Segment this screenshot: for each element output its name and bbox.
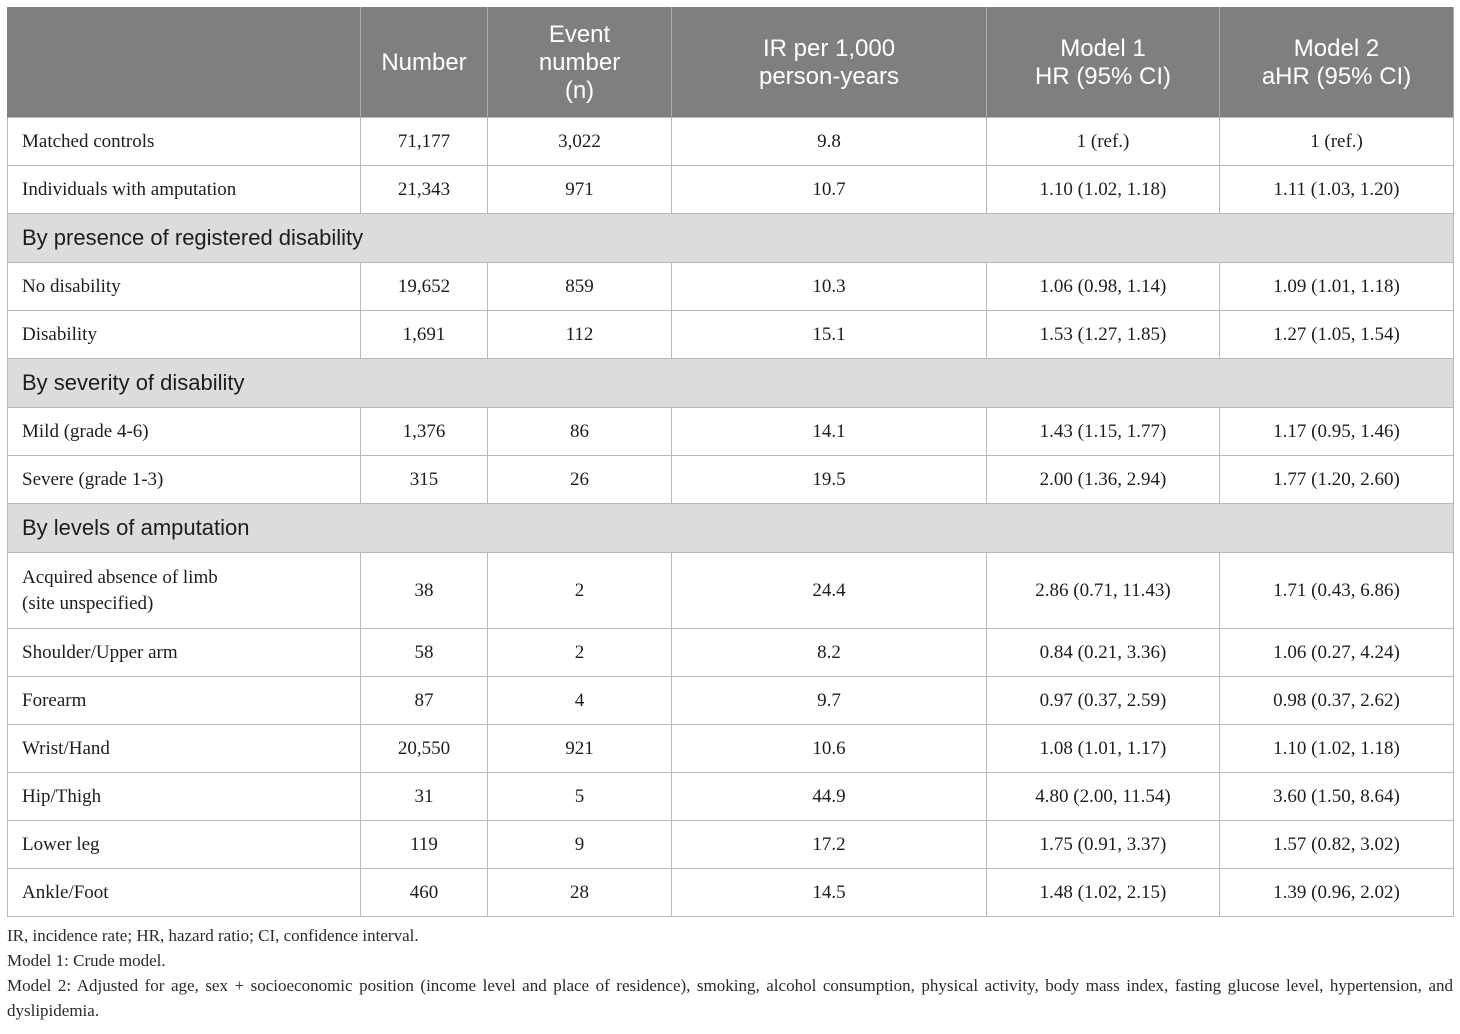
cell-model2: 3.60 (1.50, 8.64)	[1220, 773, 1454, 821]
table-row	[8, 821, 1454, 869]
cell-model2: 1.09 (1.01, 1.18)	[1220, 263, 1454, 311]
header-model-2: Model 2 aHR (95% CI)	[1220, 8, 1454, 118]
cell-events: 5	[488, 773, 672, 821]
section-header-row	[8, 504, 1454, 553]
cell-events: 2	[488, 629, 672, 677]
cell-model1: 1.48 (1.02, 2.15)	[987, 869, 1220, 917]
cell-events: 9	[488, 821, 672, 869]
row-label: Matched controls	[8, 118, 361, 166]
row-label: Hip/Thigh	[8, 773, 361, 821]
cell-ir: 10.3	[672, 263, 987, 311]
cell-ir: 10.7	[672, 166, 987, 214]
cell-model2: 1.27 (1.05, 1.54)	[1220, 311, 1454, 359]
cell-model1: 4.80 (2.00, 11.54)	[987, 773, 1220, 821]
table-header-row	[8, 8, 1454, 118]
row-label: Ankle/Foot	[8, 869, 361, 917]
cell-model2: 1.17 (0.95, 1.46)	[1220, 408, 1454, 456]
table-row	[8, 118, 1454, 166]
results-table-figure	[7, 7, 1453, 1023]
cell-events: 4	[488, 677, 672, 725]
row-label: Forearm	[8, 677, 361, 725]
header-incidence-rate: IR per 1,000 person-years	[672, 8, 987, 118]
row-label: Acquired absence of limb (site unspecified)	[8, 553, 361, 629]
cell-events: 2	[488, 553, 672, 629]
header-model-1: Model 1 HR (95% CI)	[987, 8, 1220, 118]
table-row	[8, 263, 1454, 311]
table-row	[8, 311, 1454, 359]
cell-model1: 0.84 (0.21, 3.36)	[987, 629, 1220, 677]
cell-events: 859	[488, 263, 672, 311]
header-number: Number	[361, 8, 488, 118]
cell-ir: 15.1	[672, 311, 987, 359]
table-row	[8, 677, 1454, 725]
cell-model1: 2.86 (0.71, 11.43)	[987, 553, 1220, 629]
footnote-model-1: Model 1: Crude model.	[7, 951, 166, 970]
cell-number: 21,343	[361, 166, 488, 214]
header-event-number: Event number (n)	[488, 8, 672, 118]
section-title-levels: By levels of amputation	[8, 504, 1454, 553]
cell-model1: 1.43 (1.15, 1.77)	[987, 408, 1220, 456]
cell-model1: 1.53 (1.27, 1.85)	[987, 311, 1220, 359]
table-row	[8, 773, 1454, 821]
cell-model2: 1.10 (1.02, 1.18)	[1220, 725, 1454, 773]
row-label: Mild (grade 4-6)	[8, 408, 361, 456]
cell-events: 112	[488, 311, 672, 359]
row-label: Severe (grade 1-3)	[8, 456, 361, 504]
cell-number: 460	[361, 869, 488, 917]
section-header-row	[8, 359, 1454, 408]
footnote-abbreviations: IR, incidence rate; HR, hazard ratio; CI, confidence interval.	[7, 926, 419, 945]
cell-number: 315	[361, 456, 488, 504]
cell-model2: 1 (ref.)	[1220, 118, 1454, 166]
row-label: No disability	[8, 263, 361, 311]
section-title-disability: By presence of registered disability	[8, 214, 1454, 263]
cell-ir: 17.2	[672, 821, 987, 869]
table-row	[8, 553, 1454, 629]
cell-model1: 1.06 (0.98, 1.14)	[987, 263, 1220, 311]
cell-events: 971	[488, 166, 672, 214]
cell-model2: 1.57 (0.82, 3.02)	[1220, 821, 1454, 869]
cell-model1: 1.10 (1.02, 1.18)	[987, 166, 1220, 214]
cell-number: 87	[361, 677, 488, 725]
table-footnotes	[7, 923, 1453, 1023]
footnote-model-2: Model 2: Adjusted for age, sex + socioeconomic position (income level and place of residence), smoking, alcohol consumption, physical activity, body mass index, fasting glucose level, hypertension, and dyslipidemia.	[7, 976, 1453, 1020]
cell-number: 19,652	[361, 263, 488, 311]
cell-ir: 9.8	[672, 118, 987, 166]
cell-ir: 19.5	[672, 456, 987, 504]
cell-number: 20,550	[361, 725, 488, 773]
table-row	[8, 166, 1454, 214]
table-row	[8, 629, 1454, 677]
cell-number: 1,376	[361, 408, 488, 456]
cell-model1: 1.75 (0.91, 3.37)	[987, 821, 1220, 869]
cell-number: 71,177	[361, 118, 488, 166]
cell-number: 119	[361, 821, 488, 869]
cell-model2: 1.77 (1.20, 2.60)	[1220, 456, 1454, 504]
cell-model1: 2.00 (1.36, 2.94)	[987, 456, 1220, 504]
table-row	[8, 408, 1454, 456]
section-title-severity: By severity of disability	[8, 359, 1454, 408]
cell-model2: 0.98 (0.37, 2.62)	[1220, 677, 1454, 725]
table-row	[8, 725, 1454, 773]
cell-ir: 9.7	[672, 677, 987, 725]
cell-number: 38	[361, 553, 488, 629]
cell-events: 86	[488, 408, 672, 456]
cell-events: 921	[488, 725, 672, 773]
cell-ir: 44.9	[672, 773, 987, 821]
table-row	[8, 456, 1454, 504]
header-label	[8, 8, 361, 118]
cell-model1: 0.97 (0.37, 2.59)	[987, 677, 1220, 725]
cell-number: 31	[361, 773, 488, 821]
cell-ir: 10.6	[672, 725, 987, 773]
table-row	[8, 869, 1454, 917]
cell-events: 28	[488, 869, 672, 917]
cell-number: 1,691	[361, 311, 488, 359]
hazard-ratio-table	[7, 7, 1454, 917]
cell-ir: 14.5	[672, 869, 987, 917]
cell-events: 26	[488, 456, 672, 504]
cell-model2: 1.39 (0.96, 2.02)	[1220, 869, 1454, 917]
cell-model1: 1.08 (1.01, 1.17)	[987, 725, 1220, 773]
cell-ir: 14.1	[672, 408, 987, 456]
row-label: Individuals with amputation	[8, 166, 361, 214]
cell-events: 3,022	[488, 118, 672, 166]
section-header-row	[8, 214, 1454, 263]
row-label: Shoulder/Upper arm	[8, 629, 361, 677]
cell-model2: 1.71 (0.43, 6.86)	[1220, 553, 1454, 629]
cell-model2: 1.06 (0.27, 4.24)	[1220, 629, 1454, 677]
cell-model2: 1.11 (1.03, 1.20)	[1220, 166, 1454, 214]
cell-model1: 1 (ref.)	[987, 118, 1220, 166]
row-label: Wrist/Hand	[8, 725, 361, 773]
row-label: Lower leg	[8, 821, 361, 869]
row-label: Disability	[8, 311, 361, 359]
cell-ir: 8.2	[672, 629, 987, 677]
cell-number: 58	[361, 629, 488, 677]
cell-ir: 24.4	[672, 553, 987, 629]
